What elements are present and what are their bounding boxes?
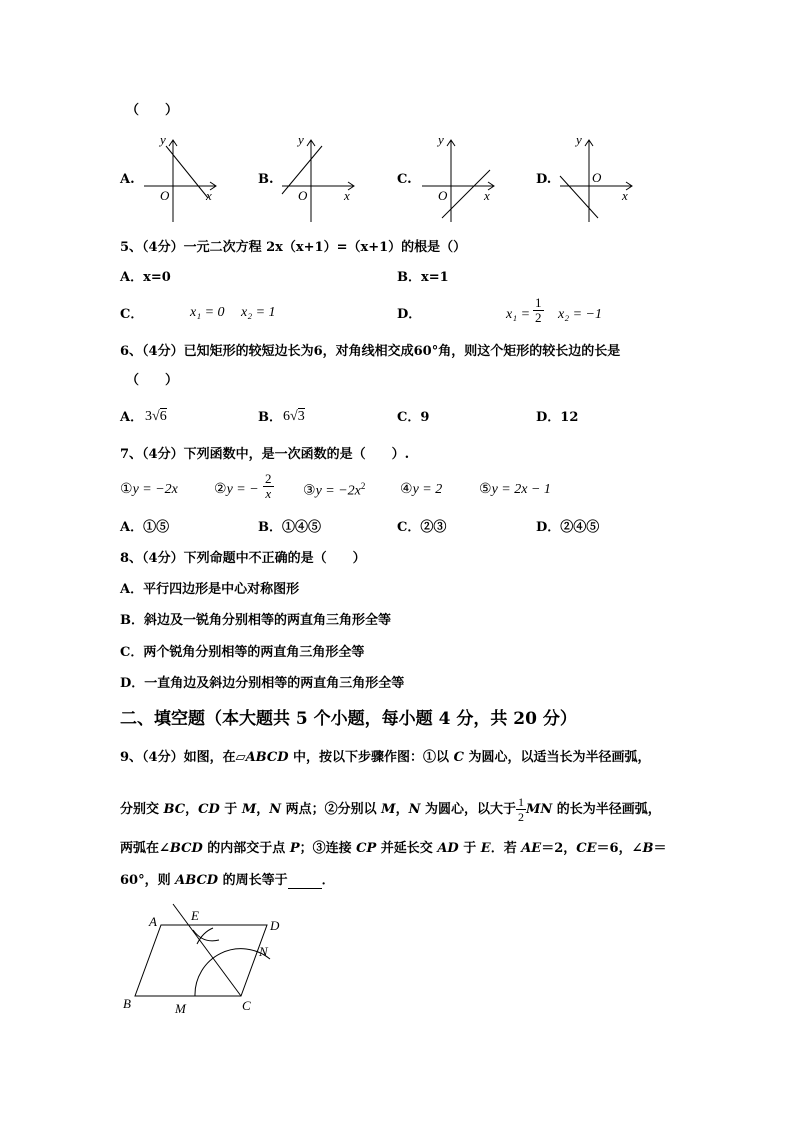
q6-paren: （ ） — [126, 373, 179, 388]
q4-graph-d — [556, 132, 646, 226]
q4-option-a-label[interactable]: A. — [120, 172, 135, 187]
q5-stem: 5、（4分）一元二次方程 2x（x+1）=（x+1）的根是（） — [120, 240, 467, 255]
q9-line-1: 9、（4分）如图，在▱ABCD 中，按以下步骤作图：①以 C 为圆心，以适当长为半径画弧， — [120, 750, 651, 765]
q6-option-d[interactable]: D．12 — [536, 410, 579, 425]
q4b-origin-label: O — [298, 188, 308, 203]
q6-stem: 6、（4分）已知矩形的较短边长为6，对角线相交成60°角，则这个矩形的较长边的长是 — [120, 344, 621, 359]
q4a-x-label: x — [206, 188, 212, 203]
q7-f2-lhs: y = − — [226, 482, 259, 497]
q9-line-3: 两弧在∠BCD 的内部交于点 P；③连接 CP 并延长交 AD 于 E．若 AE＝2，CE＝6，∠B＝ — [120, 841, 667, 856]
q4c-origin-label: O — [438, 188, 448, 203]
q7-f2-numerator: 2 — [265, 471, 272, 486]
q5-option-c-x2: x₂ = 1 — [241, 305, 276, 320]
q5-option-b[interactable]: B．x=1 — [397, 270, 449, 285]
q5-option-c-x1: x₁ = 0 — [190, 305, 225, 320]
q4b-y-label: y — [298, 132, 304, 147]
q5-option-a[interactable]: A．x=0 — [120, 270, 171, 285]
label-d: D — [270, 918, 280, 933]
q4-option-b-label[interactable]: B. — [258, 172, 274, 187]
q4-option-d-label[interactable]: D. — [536, 172, 552, 187]
q8-option-a[interactable]: A．平行四边形是中心对称图形 — [120, 582, 300, 597]
q6-option-a-label[interactable]: A． — [120, 410, 144, 425]
q9-answer-blank[interactable] — [288, 876, 322, 889]
q7-f5-expr: y = 2x − 1 — [491, 482, 551, 497]
q9-fraction: $\frac{1}{2}$ — [518, 795, 524, 824]
q7-f4-expr: y = 2 — [412, 482, 443, 497]
q7-f3 — [303, 481, 365, 500]
q6-a-coef: 3 — [145, 409, 152, 424]
q7-f3-expr: y = −2x — [315, 483, 361, 499]
q4b-x-label: x — [344, 188, 350, 203]
label-a: A — [149, 914, 157, 929]
q9-parallelogram-figure — [115, 900, 300, 1020]
arc-p2 — [197, 928, 213, 944]
q4c-x-label: x — [484, 188, 490, 203]
q5-d-numerator: 1 — [535, 295, 542, 310]
q5-option-d-fraction — [533, 296, 544, 325]
q8-option-b[interactable]: B．斜边及一锐角分别相等的两直角三角形全等 — [120, 613, 391, 628]
q7-f4 — [400, 481, 442, 498]
q6-b-radicand: 3 — [297, 409, 305, 424]
q7-f2-denominator: x — [265, 486, 272, 501]
q8-stem: 8、（4分）下列命题中不正确的是（ ） — [120, 551, 366, 566]
q7-f1: y = −2x — [132, 482, 178, 497]
q4-option-c-label[interactable]: C. — [397, 172, 412, 187]
q6-option-b-label[interactable]: B． — [258, 410, 282, 425]
q8-option-c[interactable]: C．两个锐角分别相等的两直角三角形全等 — [120, 645, 365, 660]
q4-graph-a — [140, 132, 230, 226]
parallelogram-abcd — [135, 925, 267, 996]
q5-option-c-label[interactable]: C． — [120, 307, 144, 322]
q4-graph-b — [278, 132, 368, 226]
q5-option-d-label[interactable]: D． — [397, 307, 422, 322]
label-c: C — [242, 998, 251, 1013]
q7-stem: 7、（4分）下列函数中，是一次函数的是（ ）. — [120, 447, 410, 462]
q6-option-a-value: 3√6 — [145, 409, 167, 424]
q6-option-b-value: 6√3 — [283, 409, 305, 424]
q6-b-coef: 6 — [283, 409, 290, 424]
q7-f1-mark: ① — [120, 481, 133, 497]
q6-a-radicand: 6 — [159, 409, 167, 424]
q7-f4-mark: ④ — [400, 481, 413, 497]
q4d-x-label: x — [622, 188, 628, 203]
q4c-y-label: y — [438, 132, 444, 147]
q4-paren: （ ） — [126, 103, 179, 118]
q7-f3-mark: ③ — [303, 482, 316, 499]
q7-f2-fraction — [263, 472, 274, 501]
q7-f5-mark: ⑤ — [479, 481, 492, 497]
label-b: B — [123, 996, 131, 1011]
q7-f2-mark: ② — [214, 481, 227, 497]
label-e: E — [191, 908, 199, 923]
q4-graph-c — [418, 132, 508, 226]
q9-line-4: 60°，则 ABCD 的周长等于 ． — [120, 873, 335, 888]
q4d-origin-label: O — [592, 170, 602, 185]
section-2-heading: 二、填空题（本大题共 5 个小题，每小题 4 分，共 20 分） — [120, 709, 577, 729]
q5-d-denominator: 2 — [535, 310, 542, 325]
q7-option-c[interactable]: C．②③ — [397, 520, 447, 535]
label-m: M — [175, 1001, 186, 1016]
q5-option-d-x1: x₁ = — [506, 307, 531, 322]
q4a-y-label: y — [160, 132, 166, 147]
q4a-origin-label: O — [160, 188, 170, 203]
q4d-y-label: y — [576, 132, 582, 147]
q7-option-b[interactable]: B．①④⑤ — [258, 520, 321, 535]
q7-option-d[interactable]: D．②④⑤ — [536, 520, 600, 535]
q7-functions-row — [120, 481, 178, 498]
q9-line-2: 分别交 BC，CD 于 M，N 两点；②分别以 M，N 为圆心，以大于 $\frac{1}{2}$ MN 的长为半径画弧， — [120, 795, 661, 824]
q7-option-a[interactable]: A．①⑤ — [120, 520, 170, 535]
q6-option-c[interactable]: C．9 — [397, 410, 430, 425]
label-n: N — [259, 944, 268, 959]
q5-option-d-x2: x₂ = −1 — [558, 307, 602, 322]
q7-f2 — [214, 481, 259, 498]
q8-option-d[interactable]: D．一直角边及斜边分别相等的两直角三角形全等 — [120, 676, 405, 691]
q7-f5 — [479, 481, 551, 498]
q7-f3-exponent: 2 — [360, 481, 366, 491]
